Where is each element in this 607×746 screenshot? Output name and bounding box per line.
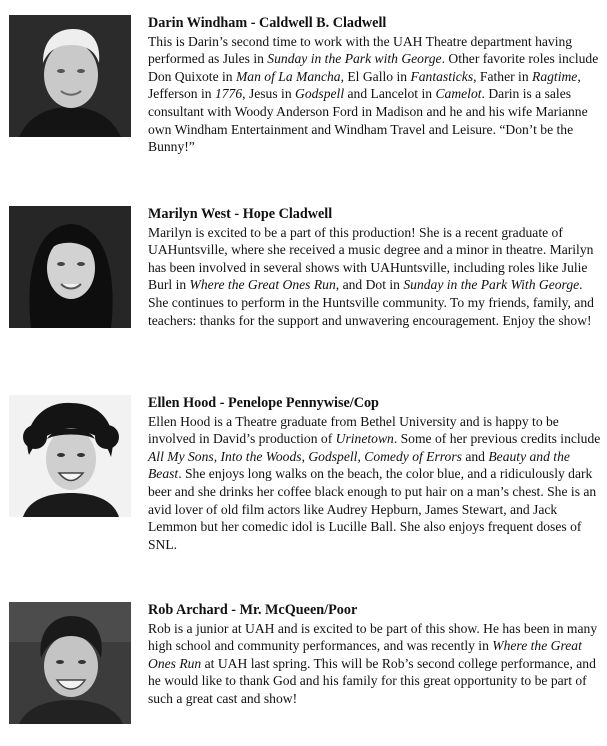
headshot-photo — [9, 206, 131, 328]
bio-paragraph — [148, 33, 603, 156]
italic-title: Godspell — [308, 448, 358, 464]
text-run: , — [357, 448, 365, 464]
bio-name: Marilyn West - Hope Cladwell — [148, 206, 333, 222]
text-run: This is Darin’s second time to work with the UAH Theatre department having performed as Jules in — [148, 33, 573, 67]
text-run: . She enjoys long walks on the beach, the color blue, and a ridiculously dark beer and she drinks her coffee black enough to put hair on a man’s chest. She is an avid lover of old film actors like Audrey Hepburn, James Stewart, and Jack Lemmon but her comedic idol is Lucille Ball. She also enjoys frequent doses of SNL. — [148, 466, 597, 552]
bio-name: Ellen Hood - Penelope Pennywise/Cop — [148, 395, 379, 411]
italic-title: Man of La Mancha — [235, 68, 341, 84]
italic-title: All My Sons — [148, 448, 214, 464]
text-run: . She continues to perform in the Huntsville community. To my friends, family, and teachers: thanks for the support and unwavering encouragement. Enjoy the show! — [148, 277, 594, 328]
text-run: Ellen Hood is a Theatre graduate from Bethel University and is happy to be involved in David’s production of — [148, 413, 559, 447]
bio-name: Rob Archard - Mr. McQueen/Poor — [148, 602, 358, 618]
bio-text-block — [148, 395, 603, 553]
italic-title: Camelot — [435, 86, 482, 102]
bio-paragraph — [148, 620, 603, 708]
bio-text-block — [148, 602, 603, 708]
text-run: , and Dot in — [335, 277, 404, 293]
headshot-ellen-graphic — [9, 395, 131, 517]
headshot-photo — [9, 602, 131, 724]
text-run: , Jesus in — [242, 86, 296, 102]
bio-paragraph — [148, 224, 603, 330]
italic-title: 1776 — [214, 86, 243, 102]
headshot-photo — [9, 395, 131, 517]
text-run: , Father in — [473, 68, 533, 84]
italic-title: Fantasticks — [410, 68, 474, 84]
italic-title: Sunday in the Park With George — [403, 277, 580, 293]
italic-title: Where the Great Ones Run — [148, 638, 582, 671]
italic-title: Where the Great Ones Run — [189, 277, 336, 293]
text-run: and — [461, 448, 489, 464]
text-run: , — [301, 448, 309, 464]
italic-title: Beauty and the Beast — [148, 448, 570, 482]
text-run: and Lancelot in — [344, 86, 436, 102]
bio-paragraph — [148, 413, 603, 554]
text-run: , — [213, 448, 221, 464]
headshot-darin-graphic — [9, 15, 131, 137]
bio-text-block — [148, 206, 603, 329]
headshot-marilyn-graphic — [9, 206, 131, 328]
italic-title: Urinetown — [335, 431, 394, 447]
italic-title: Comedy of Errors — [364, 448, 462, 464]
text-run: . Other favorite roles include Don Quixote in — [148, 51, 599, 84]
text-run: at UAH last spring. This will be Rob’s second college performance, and he would like to thank God and his family for this great opportunity to be part of such a great cast and show! — [148, 655, 596, 706]
text-run: Rob is a junior at UAH and is excited to be part of this show. He has been in many high school and community performances, and was recently in — [148, 620, 598, 654]
italic-title: Into the Woods — [220, 448, 302, 464]
bio-text-block — [148, 15, 603, 156]
headshot-photo — [9, 15, 131, 137]
text-run: . Some of her previous credits include — [393, 431, 601, 447]
bio-name: Darin Windham - Caldwell B. Cladwell — [148, 15, 387, 31]
text-run: . Darin is a sales consultant with Woody Anderson Ford in Madison and he and his wife Marianne own Windham Entertainment and Windham Travel and Leisure. “Don’t be the Bunny!” — [148, 86, 588, 155]
italic-title: Sunday in the Park with George — [267, 51, 442, 67]
text-run: , Jefferson in — [148, 68, 581, 102]
italic-title: Godspell — [295, 86, 345, 102]
italic-title: Ragtime — [532, 68, 578, 84]
headshot-rob-graphic — [9, 602, 131, 724]
text-run: Marilyn is excited to be a part of this production! She is a recent graduate of UAHuntsville, where she received a music degree and a minor in theatre. Marilyn has been involved in several shows with UAHuntsville, including roles like Julie Burl in — [148, 224, 594, 293]
text-run: , El Gallo in — [340, 68, 411, 84]
